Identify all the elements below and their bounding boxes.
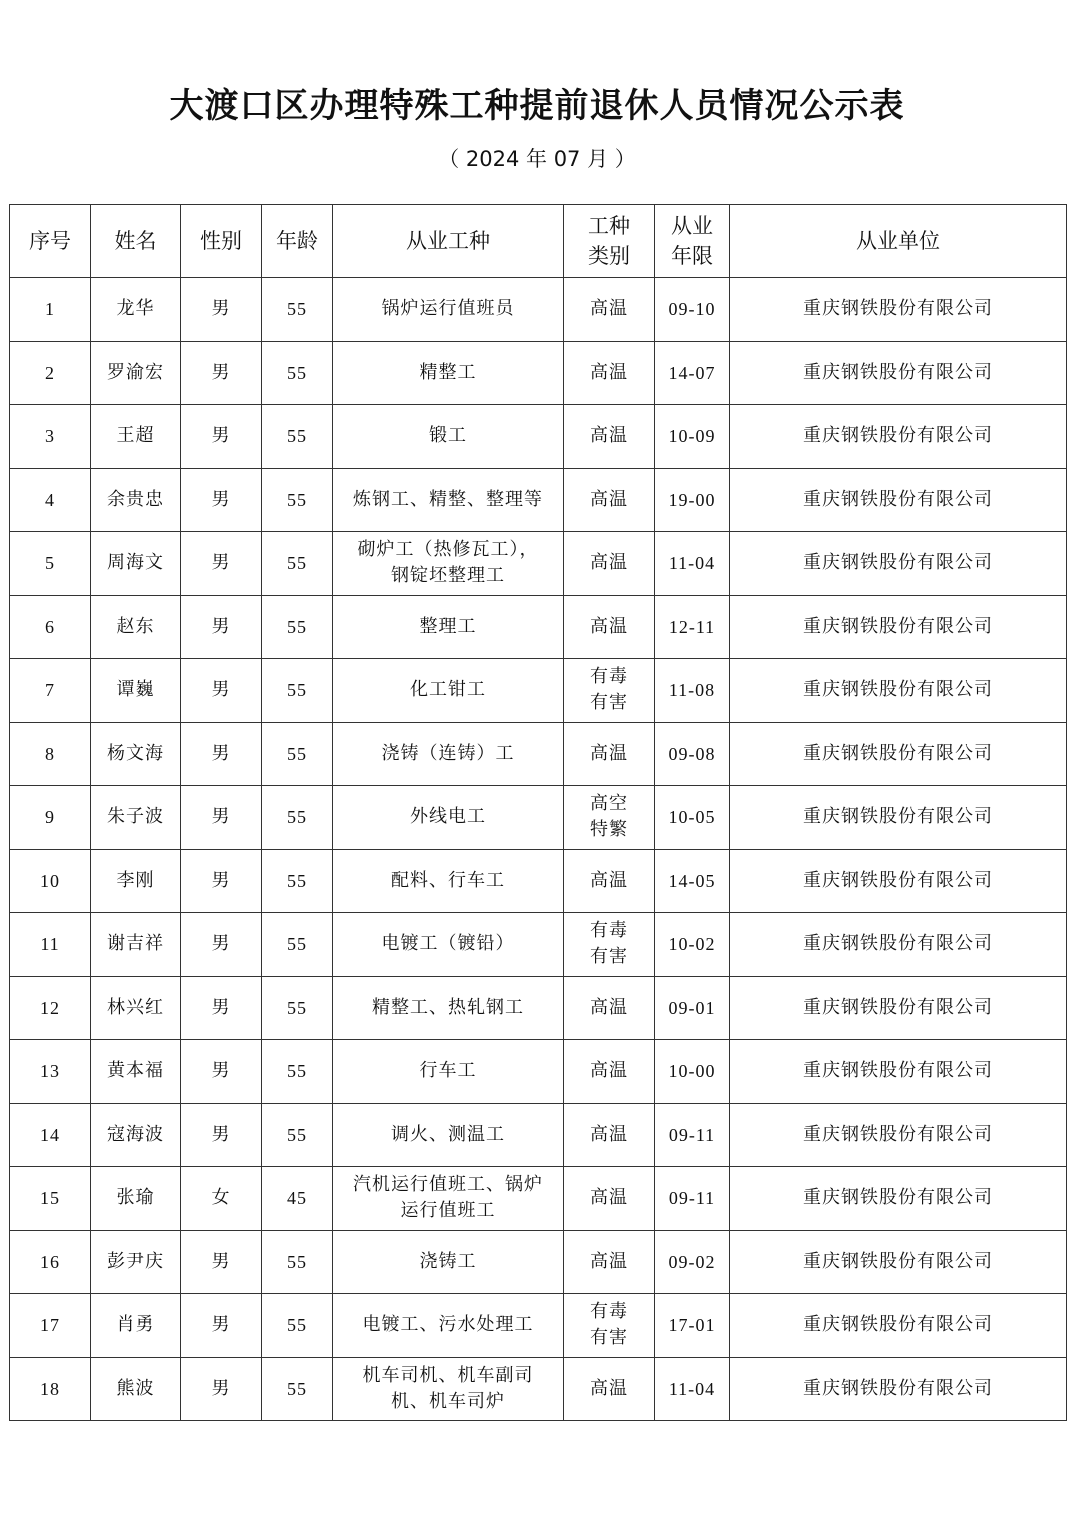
cell-category: 高温	[564, 1040, 655, 1104]
cell-no: 8	[10, 722, 91, 786]
cell-job: 锅炉运行值班员	[333, 278, 564, 342]
cell-unit: 重庆钢铁股份有限公司	[730, 341, 1067, 405]
cell-years: 11-08	[655, 659, 730, 723]
cell-age: 55	[262, 405, 333, 469]
cell-unit: 重庆钢铁股份有限公司	[730, 468, 1067, 532]
cell-name: 赵东	[91, 595, 181, 659]
table-row	[10, 1103, 1067, 1167]
retirement-table	[9, 204, 1067, 1421]
table-row	[10, 278, 1067, 342]
cell-name: 谭巍	[91, 659, 181, 723]
cell-name: 黄本福	[91, 1040, 181, 1104]
cell-years: 09-11	[655, 1103, 730, 1167]
cell-gender: 男	[181, 1357, 262, 1421]
cell-gender: 男	[181, 786, 262, 850]
cell-years: 14-07	[655, 341, 730, 405]
cell-unit: 重庆钢铁股份有限公司	[730, 532, 1067, 596]
cell-name: 朱子波	[91, 786, 181, 850]
cell-age: 55	[262, 722, 333, 786]
cell-gender: 男	[181, 1230, 262, 1294]
document-subtitle: （ 2024 年 07 月 ）	[438, 147, 636, 171]
cell-category: 高温	[564, 1357, 655, 1421]
cell-unit: 重庆钢铁股份有限公司	[730, 405, 1067, 469]
cell-years: 09-08	[655, 722, 730, 786]
header-name: 姓名	[91, 205, 181, 278]
cell-job: 汽机运行值班工、锅炉 运行值班工	[333, 1167, 564, 1231]
header-job: 从业工种	[333, 205, 564, 278]
cell-unit: 重庆钢铁股份有限公司	[730, 1294, 1067, 1358]
cell-no: 5	[10, 532, 91, 596]
cell-age: 55	[262, 1357, 333, 1421]
cell-name: 肖勇	[91, 1294, 181, 1358]
table-body	[10, 278, 1067, 1421]
cell-gender: 男	[181, 595, 262, 659]
cell-category: 高温	[564, 1103, 655, 1167]
cell-unit: 重庆钢铁股份有限公司	[730, 976, 1067, 1040]
header-unit: 从业单位	[730, 205, 1067, 278]
cell-job: 精整工	[333, 341, 564, 405]
table-row	[10, 1167, 1067, 1231]
cell-no: 15	[10, 1167, 91, 1231]
cell-name: 寇海波	[91, 1103, 181, 1167]
cell-job: 电镀工、污水处理工	[333, 1294, 564, 1358]
cell-no: 16	[10, 1230, 91, 1294]
header-years: 从业 年限	[655, 205, 730, 278]
table-row	[10, 468, 1067, 532]
table-row	[10, 786, 1067, 850]
cell-no: 2	[10, 341, 91, 405]
cell-age: 55	[262, 1040, 333, 1104]
cell-name: 罗渝宏	[91, 341, 181, 405]
table-row	[10, 341, 1067, 405]
table-row	[10, 913, 1067, 977]
cell-category: 有毒 有害	[564, 659, 655, 723]
cell-name: 彭尹庆	[91, 1230, 181, 1294]
cell-age: 55	[262, 786, 333, 850]
cell-category: 高温	[564, 532, 655, 596]
cell-years: 14-05	[655, 849, 730, 913]
cell-unit: 重庆钢铁股份有限公司	[730, 722, 1067, 786]
cell-gender: 男	[181, 659, 262, 723]
cell-no: 3	[10, 405, 91, 469]
cell-age: 55	[262, 1230, 333, 1294]
cell-years: 11-04	[655, 532, 730, 596]
cell-name: 林兴红	[91, 976, 181, 1040]
cell-category: 高温	[564, 722, 655, 786]
cell-name: 王超	[91, 405, 181, 469]
cell-gender: 男	[181, 341, 262, 405]
cell-category: 高温	[564, 278, 655, 342]
cell-name: 周海文	[91, 532, 181, 596]
cell-category: 高温	[564, 1230, 655, 1294]
cell-unit: 重庆钢铁股份有限公司	[730, 1040, 1067, 1104]
cell-job: 锻工	[333, 405, 564, 469]
cell-age: 55	[262, 913, 333, 977]
cell-name: 杨文海	[91, 722, 181, 786]
cell-no: 12	[10, 976, 91, 1040]
cell-unit: 重庆钢铁股份有限公司	[730, 786, 1067, 850]
cell-unit: 重庆钢铁股份有限公司	[730, 849, 1067, 913]
cell-age: 55	[262, 659, 333, 723]
cell-age: 45	[262, 1167, 333, 1231]
cell-gender: 男	[181, 722, 262, 786]
cell-age: 55	[262, 1103, 333, 1167]
cell-no: 9	[10, 786, 91, 850]
cell-years: 19-00	[655, 468, 730, 532]
cell-gender: 男	[181, 532, 262, 596]
header-gender: 性别	[181, 205, 262, 278]
cell-unit: 重庆钢铁股份有限公司	[730, 595, 1067, 659]
cell-years: 12-11	[655, 595, 730, 659]
cell-no: 14	[10, 1103, 91, 1167]
cell-name: 张瑜	[91, 1167, 181, 1231]
cell-category: 高温	[564, 976, 655, 1040]
cell-job: 精整工、热轧钢工	[333, 976, 564, 1040]
cell-years: 09-02	[655, 1230, 730, 1294]
cell-age: 55	[262, 976, 333, 1040]
cell-age: 55	[262, 468, 333, 532]
table-row	[10, 722, 1067, 786]
cell-no: 4	[10, 468, 91, 532]
cell-gender: 男	[181, 849, 262, 913]
cell-category: 有毒 有害	[564, 1294, 655, 1358]
cell-unit: 重庆钢铁股份有限公司	[730, 1230, 1067, 1294]
header-age: 年龄	[262, 205, 333, 278]
cell-name: 龙华	[91, 278, 181, 342]
cell-gender: 男	[181, 1103, 262, 1167]
cell-years: 10-05	[655, 786, 730, 850]
cell-category: 高温	[564, 849, 655, 913]
document-title: 大渡口区办理特殊工种提前退休人员情况公示表	[169, 86, 905, 126]
cell-gender: 男	[181, 1294, 262, 1358]
cell-category: 高空 特繁	[564, 786, 655, 850]
cell-age: 55	[262, 849, 333, 913]
cell-years: 17-01	[655, 1294, 730, 1358]
table-row	[10, 976, 1067, 1040]
cell-category: 高温	[564, 405, 655, 469]
cell-job: 浇铸工	[333, 1230, 564, 1294]
cell-category: 高温	[564, 1167, 655, 1231]
cell-gender: 男	[181, 278, 262, 342]
cell-category: 高温	[564, 341, 655, 405]
cell-category: 有毒 有害	[564, 913, 655, 977]
header-no: 序号	[10, 205, 91, 278]
cell-gender: 男	[181, 405, 262, 469]
cell-job: 机车司机、机车副司 机、机车司炉	[333, 1357, 564, 1421]
cell-no: 6	[10, 595, 91, 659]
cell-name: 余贵忠	[91, 468, 181, 532]
cell-unit: 重庆钢铁股份有限公司	[730, 1167, 1067, 1231]
cell-category: 高温	[564, 595, 655, 659]
cell-name: 熊波	[91, 1357, 181, 1421]
cell-unit: 重庆钢铁股份有限公司	[730, 913, 1067, 977]
cell-job: 浇铸（连铸）工	[333, 722, 564, 786]
cell-no: 13	[10, 1040, 91, 1104]
table-row	[10, 405, 1067, 469]
cell-name: 李刚	[91, 849, 181, 913]
table-row	[10, 1294, 1067, 1358]
cell-unit: 重庆钢铁股份有限公司	[730, 659, 1067, 723]
cell-years: 09-10	[655, 278, 730, 342]
table-row	[10, 1357, 1067, 1421]
cell-no: 11	[10, 913, 91, 977]
cell-years: 09-01	[655, 976, 730, 1040]
table-row	[10, 595, 1067, 659]
cell-job: 炼钢工、精整、整理等	[333, 468, 564, 532]
cell-job: 整理工	[333, 595, 564, 659]
cell-name: 谢吉祥	[91, 913, 181, 977]
cell-age: 55	[262, 1294, 333, 1358]
cell-no: 1	[10, 278, 91, 342]
header-category: 工种 类别	[564, 205, 655, 278]
cell-years: 10-00	[655, 1040, 730, 1104]
cell-category: 高温	[564, 468, 655, 532]
cell-age: 55	[262, 595, 333, 659]
cell-job: 化工钳工	[333, 659, 564, 723]
cell-gender: 男	[181, 468, 262, 532]
cell-years: 10-02	[655, 913, 730, 977]
cell-no: 7	[10, 659, 91, 723]
table-row	[10, 849, 1067, 913]
cell-age: 55	[262, 341, 333, 405]
table-row	[10, 659, 1067, 723]
cell-years: 09-11	[655, 1167, 730, 1231]
cell-age: 55	[262, 278, 333, 342]
cell-unit: 重庆钢铁股份有限公司	[730, 1357, 1067, 1421]
cell-unit: 重庆钢铁股份有限公司	[730, 278, 1067, 342]
cell-years: 10-09	[655, 405, 730, 469]
cell-gender: 男	[181, 976, 262, 1040]
cell-job: 配料、行车工	[333, 849, 564, 913]
cell-job: 调火、测温工	[333, 1103, 564, 1167]
cell-job: 砌炉工（热修瓦工）， 钢锭坯整理工	[333, 532, 564, 596]
cell-job: 外线电工	[333, 786, 564, 850]
cell-no: 17	[10, 1294, 91, 1358]
cell-gender: 男	[181, 913, 262, 977]
cell-no: 10	[10, 849, 91, 913]
table-row	[10, 532, 1067, 596]
cell-gender: 男	[181, 1040, 262, 1104]
cell-gender: 女	[181, 1167, 262, 1231]
cell-job: 电镀工（镀铅）	[333, 913, 564, 977]
cell-years: 11-04	[655, 1357, 730, 1421]
cell-age: 55	[262, 532, 333, 596]
cell-job: 行车工	[333, 1040, 564, 1104]
table-header-row	[10, 205, 1067, 278]
table-row	[10, 1040, 1067, 1104]
cell-no: 18	[10, 1357, 91, 1421]
cell-unit: 重庆钢铁股份有限公司	[730, 1103, 1067, 1167]
table-row	[10, 1230, 1067, 1294]
